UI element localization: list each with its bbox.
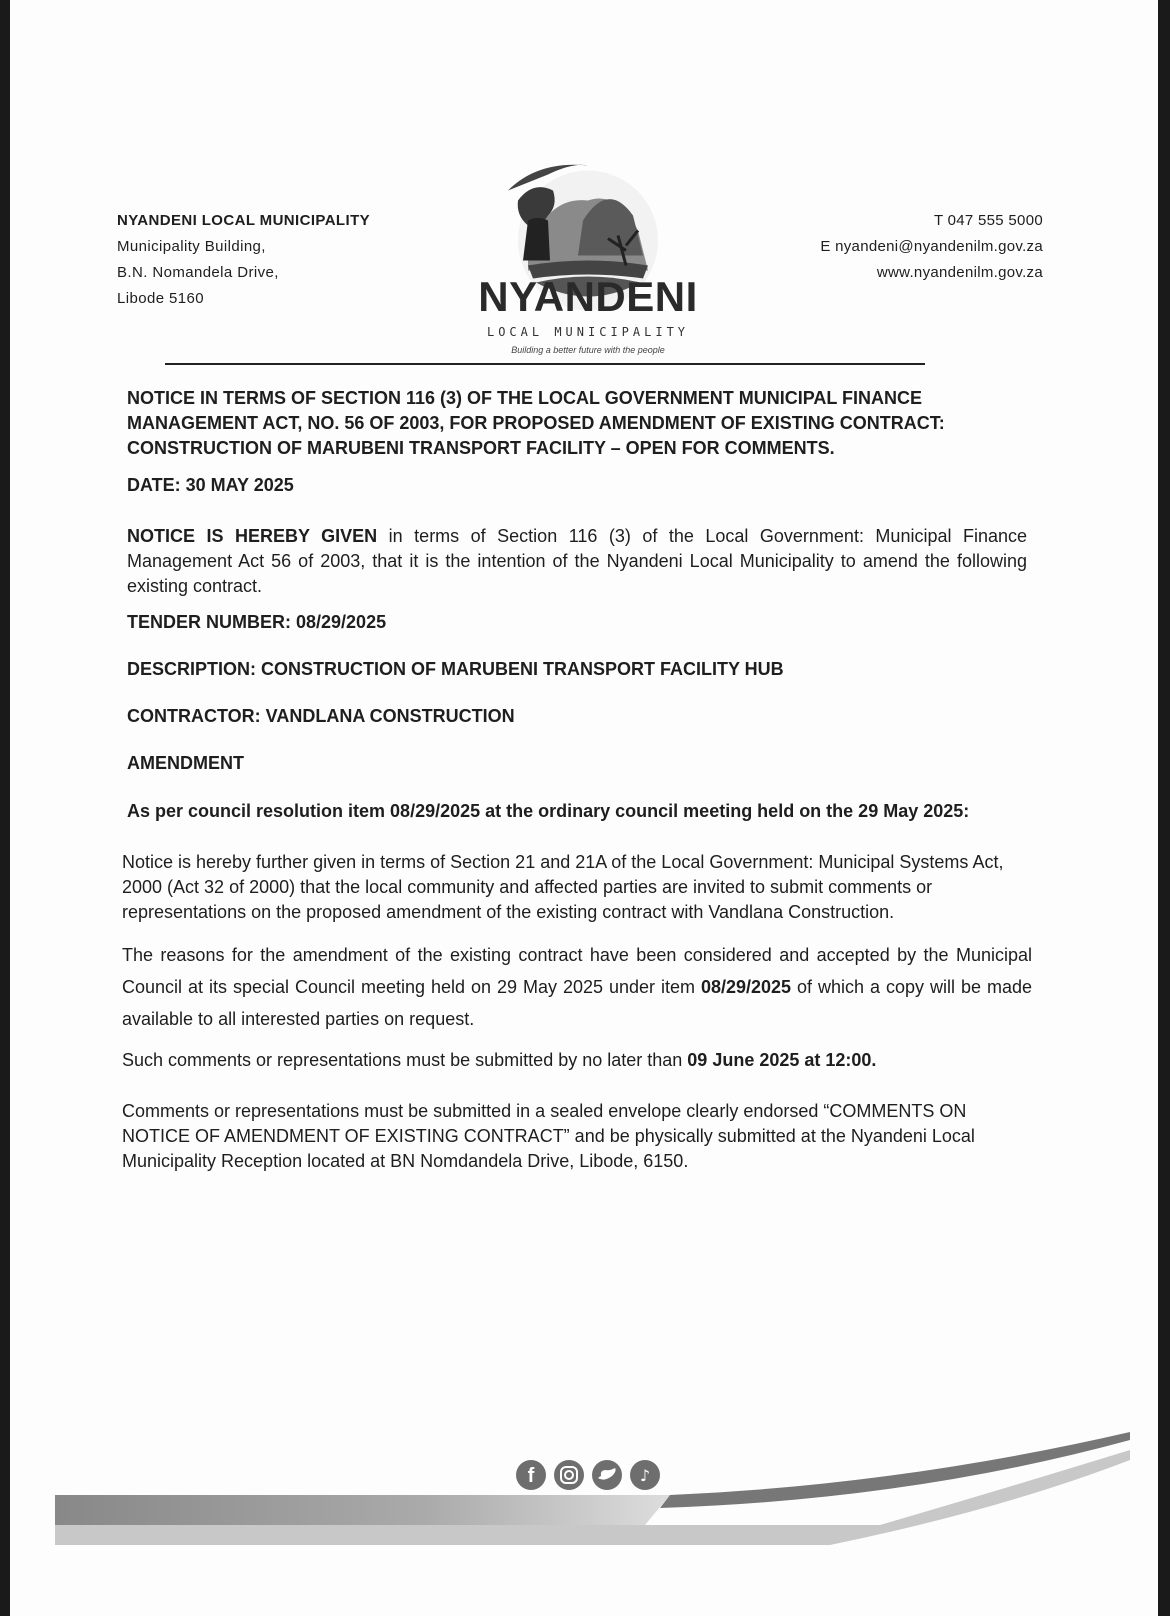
header-divider [165, 363, 925, 365]
twitter-icon[interactable] [592, 1460, 622, 1490]
systems-act-paragraph: Notice is hereby further given in terms of Section 21 and 21A of the Local Government: Municipal Systems Act, 2000 (Act 32 of 2000) that the local community and affected parties are invited to submit comments or representations on the proposed amendment of the existing contract with Vandlana Construction. [122, 852, 1004, 922]
notice-intro-paragraph [127, 524, 1027, 599]
email-address: E nyandeni@nyandenilm.gov.za [820, 238, 1043, 255]
reasons-item-number: 08/29/2025 [700, 977, 792, 997]
logo-subtitle: LOCAL MUNICIPALITY [486, 325, 690, 339]
amendment-heading: AMENDMENT [127, 753, 244, 773]
social-media-icons [514, 1458, 664, 1492]
contractor-name: CONTRACTOR: VANDLANA CONSTRUCTION [127, 706, 515, 726]
contact-details [820, 208, 1043, 286]
deadline-paragraph [122, 1050, 1032, 1071]
reasons-text-b: of which a copy will be made available to all interested parties on request. [122, 977, 1032, 1029]
tender-description: DESCRIPTION: CONSTRUCTION OF MARUBENI TRANSPORT FACILITY HUB [127, 659, 784, 679]
document-page [10, 0, 1158, 1616]
notice-intro-bold: NOTICE IS HEREBY GIVEN [127, 526, 378, 546]
council-resolution: As per council resolution item 08/29/2025 at the ordinary council meeting held on the 29 May 2025: [127, 801, 970, 821]
instagram-icon[interactable] [554, 1460, 584, 1490]
address-line-4: Libode 5160 [117, 290, 204, 307]
phone-number: T 047 555 5000 [933, 212, 1043, 229]
tiktok-icon[interactable] [630, 1460, 660, 1490]
notice-title: NOTICE IN TERMS OF SECTION 116 (3) OF THE LOCAL GOVERNMENT MUNICIPAL FINANCE MANAGEMENT ACT, NO. 56 OF 2003, FOR PROPOSED AMENDMENT OF EXISTING CONTRACT: CONSTRUCTION OF MARUBENI TRANSPORT FACILITY – OPEN FOR COMMENTS. [127, 388, 945, 458]
logo-wordmark: NYANDENI [478, 273, 698, 320]
address-line-1: NYANDENI LOCAL MUNICIPALITY [117, 212, 371, 229]
municipality-address [117, 208, 370, 312]
deadline-date: 09 June 2025 at 12:00. [687, 1050, 877, 1070]
address-line-2: Municipality Building, [117, 238, 266, 255]
website-url: www.nyandenilm.gov.za [876, 264, 1043, 281]
reasons-text-a: The reasons for the amendment of the existing contract have been considered and accepted by the Municipal Council at its special Council meeting held on 29 May 2025 under item [122, 945, 1032, 997]
svg-text:f: f [527, 1465, 535, 1487]
svg-text:♪: ♪ [639, 1466, 651, 1485]
facebook-icon[interactable] [516, 1460, 546, 1490]
notice-intro-text: in terms of Section 116 (3) of the Local Government: Municipal Finance Management Act 56 of 2003, that it is the intention of the Nyandeni Local Municipality to amend the following existing contract. [127, 526, 1027, 596]
deadline-text: Such comments or representations must be submitted by no later than [122, 1050, 688, 1070]
address-line-3: B.N. Nomandela Drive, [117, 264, 279, 281]
reasons-paragraph [122, 939, 1032, 1035]
logo-tagline: Building a better future with the people [511, 345, 665, 355]
tender-number: TENDER NUMBER: 08/29/2025 [127, 612, 387, 632]
notice-date: DATE: 30 MAY 2025 [127, 475, 294, 495]
submission-paragraph: Comments or representations must be submitted in a sealed envelope clearly endorsed “COMMENTS ON NOTICE OF AMENDMENT OF EXISTING CONTRACT” and be physically submitted at the Nyandeni Local Municipality Reception located at BN Nomdandela Drive, Libode, 6150. [122, 1101, 975, 1171]
